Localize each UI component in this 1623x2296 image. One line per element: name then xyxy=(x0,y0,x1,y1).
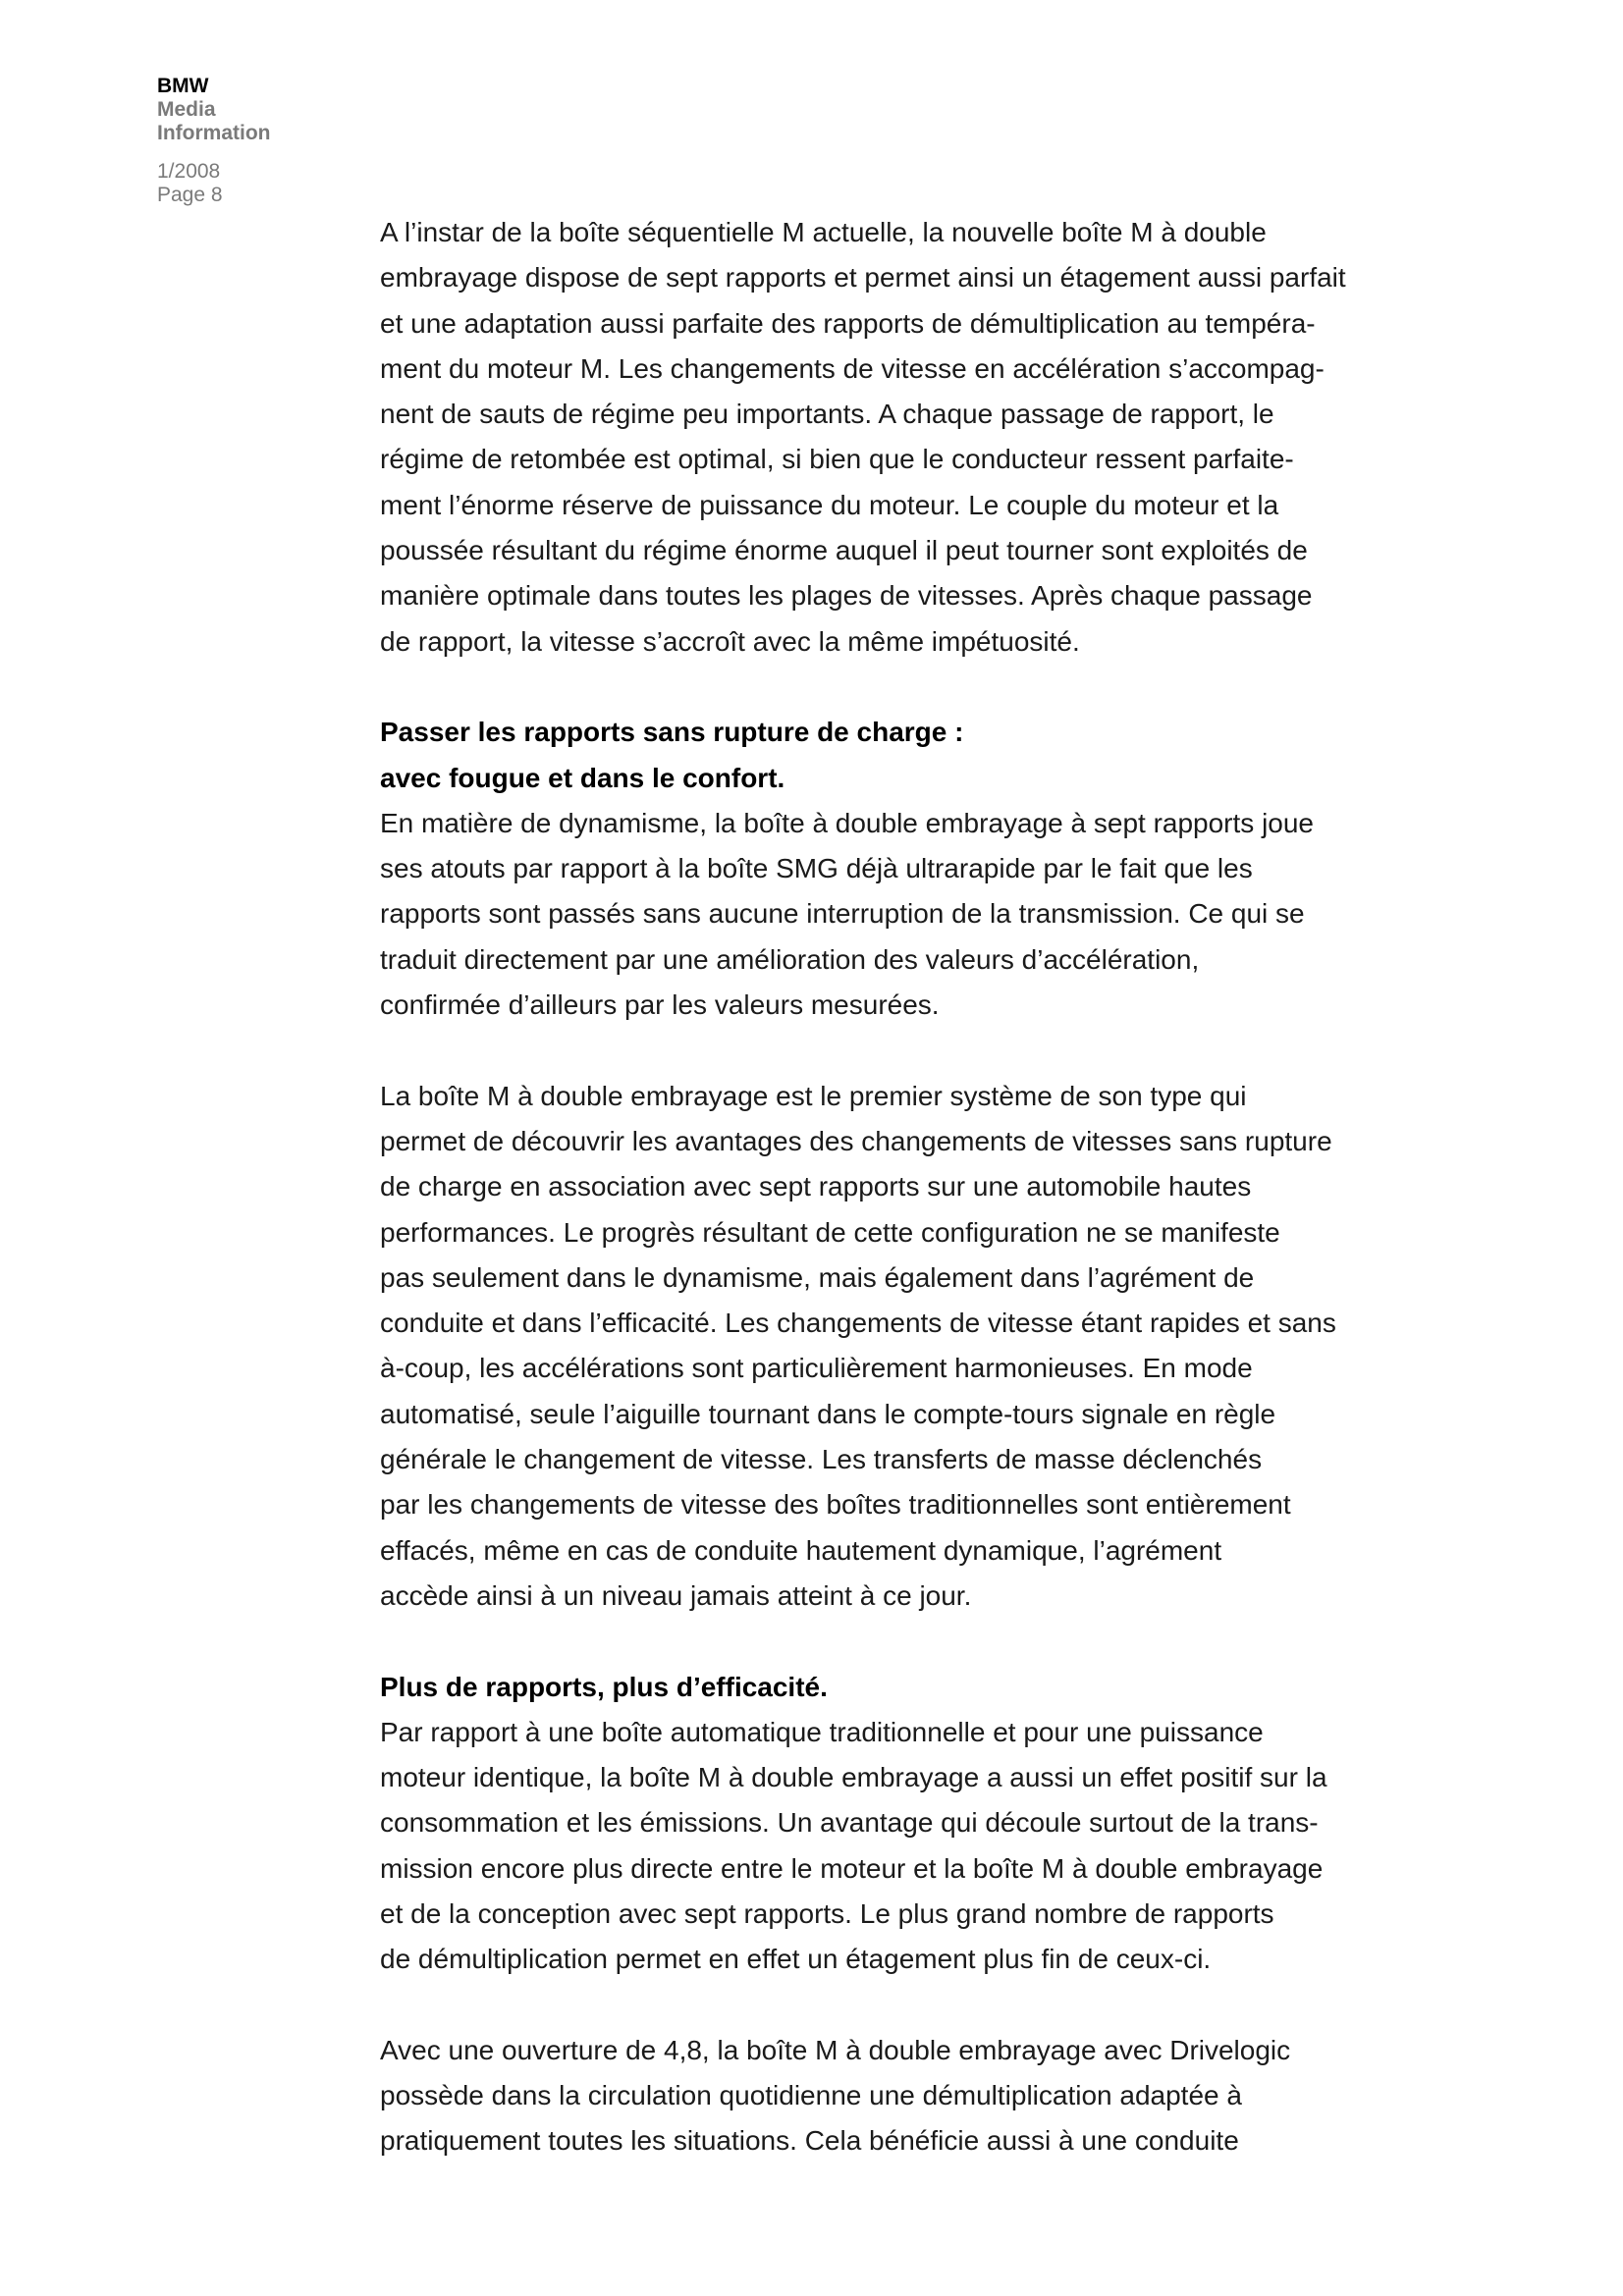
text-line: ment du moteur M. Les changements de vitesse en accélération s’accompag- xyxy=(380,352,1325,384)
text-line: En matière de dynamisme, la boîte à double embrayage à sept rapports joue xyxy=(380,807,1315,838)
text-line: par les changements de vitesse des boîtes traditionnelles sont entièrement xyxy=(380,1489,1291,1521)
text-line: automatisé, seule l’aiguille tournant dans le compte-tours signale en règle xyxy=(380,1398,1276,1429)
text-line: A l’instar de la boîte séquentielle M actuelle, la nouvelle boîte M à double xyxy=(380,217,1267,247)
text-line: et de la conception avec sept rapports. Le plus grand nombre de rapports xyxy=(380,1897,1274,1929)
document-header xyxy=(157,75,412,207)
text-line: poussée résultant du régime énorme auquel il peut tourner sont exploités de xyxy=(380,535,1308,566)
text-line: régime de retombée est optimal, si bien que le conducteur ressent parfaite- xyxy=(380,444,1294,475)
issue-date: 1/2008 xyxy=(157,160,221,183)
text-line: Par rapport à une boîte automatique traditionnelle et pour une puissance xyxy=(380,1716,1264,1747)
text-line: générale le changement de vitesse. Les transferts de masse déclenchés xyxy=(380,1444,1263,1475)
text-line: consommation et les émissions. Un avantage qui découle surtout de la trans- xyxy=(380,1807,1319,1839)
text-line: conduite et dans l’efficacité. Les changements de vitesse étant rapides et sans xyxy=(380,1308,1336,1339)
text-line: rapports sont passés sans aucune interruption de la transmission. Ce qui se xyxy=(380,898,1305,930)
section-heading: Plus de rapports, plus d’efficacité. xyxy=(380,1671,828,1702)
text-line: et une adaptation aussi parfaite des rapports de démultiplication au tempéra- xyxy=(380,307,1316,339)
brand-subtitle-information: Information xyxy=(157,122,271,144)
text-line: effacés, même en cas de conduite hautement dynamique, l’agrément xyxy=(380,1534,1222,1566)
text-line: possède dans la circulation quotidienne une démultiplication adaptée à xyxy=(380,2080,1242,2111)
text-line: de charge en association avec sept rapports sur une automobile hautes xyxy=(380,1171,1252,1202)
text-line: confirmée d’ailleurs par les valeurs mesurées. xyxy=(380,989,940,1021)
text-line: accède ainsi à un niveau jamais atteint à ce jour. xyxy=(380,1579,972,1611)
brand-name: BMW xyxy=(157,75,209,97)
text-line: ment l’énorme réserve de puissance du moteur. Le couple du moteur et la xyxy=(380,489,1279,520)
text-line: à-coup, les accélérations sont particulièrement harmonieuses. En mode xyxy=(380,1353,1253,1384)
text-line: La boîte M à double embrayage est le premier système de son type qui xyxy=(380,1080,1247,1111)
section-heading: Passer les rapports sans rupture de charge : xyxy=(380,717,964,748)
brand-subtitle-media: Media xyxy=(157,98,216,121)
text-line: de rapport, la vitesse s’accroît avec la même impétuosité. xyxy=(380,625,1080,657)
text-line: traduit directement par une amélioration des valeurs d’accélération, xyxy=(380,943,1200,975)
body-text xyxy=(380,210,1440,2164)
text-line: moteur identique, la boîte M à double embrayage a aussi un effet positif sur la xyxy=(380,1762,1327,1793)
text-line: mission encore plus directe entre le moteur et la boîte M à double embrayage xyxy=(380,1852,1324,1884)
text-line: manière optimale dans toutes les plages de vitesses. Après chaque passage xyxy=(380,580,1313,612)
text-line: embrayage dispose de sept rapports et permet ainsi un étagement aussi parfait xyxy=(380,262,1346,294)
section-heading: avec fougue et dans le confort. xyxy=(380,762,785,793)
text-line: ses atouts par rapport à la boîte SMG déjà ultrarapide par le fait que les xyxy=(380,853,1253,884)
text-line: nent de sauts de régime peu importants. A chaque passage de rapport, le xyxy=(380,399,1274,430)
text-line: pas seulement dans le dynamisme, mais également dans l’agrément de xyxy=(380,1261,1255,1293)
text-line: de démultiplication permet en effet un étagement plus fin de ceux-ci. xyxy=(380,1944,1212,1975)
text-line: pratiquement toutes les situations. Cela bénéficie aussi à une conduite xyxy=(380,2125,1239,2157)
page-number: Page 8 xyxy=(157,184,223,206)
text-line: permet de découvrir les avantages des changements de vitesses sans rupture xyxy=(380,1125,1332,1156)
text-line: performances. Le progrès résultant de cette configuration ne se manifeste xyxy=(380,1216,1280,1248)
text-line: Avec une ouverture de 4,8, la boîte M à double embrayage avec Drivelogic xyxy=(380,2034,1291,2065)
